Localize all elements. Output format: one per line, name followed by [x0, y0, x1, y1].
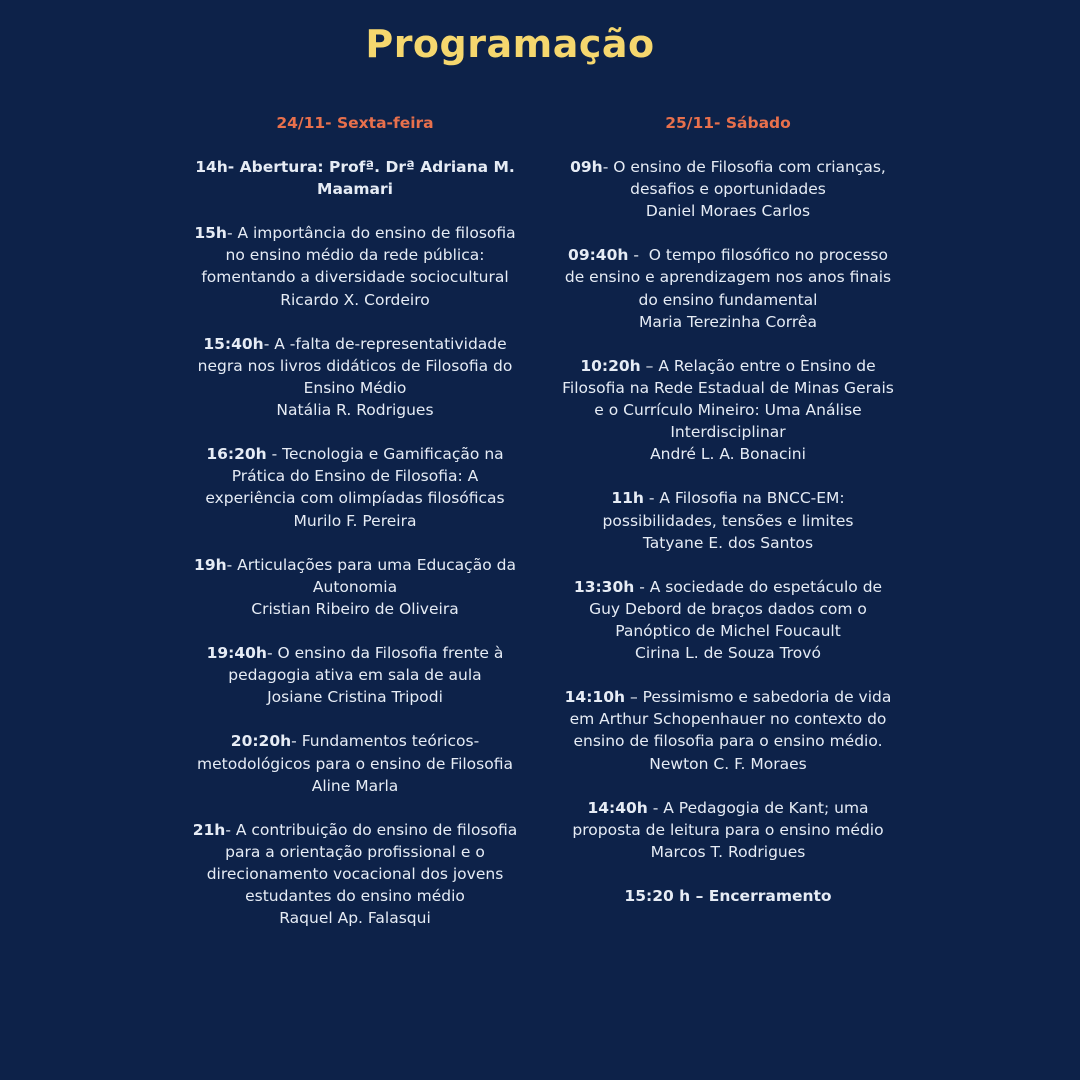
session-title: A -falta de-representatividade negra nos livros didáticos de Filosofia do Ensino Médio	[197, 334, 513, 397]
session-line	[190, 443, 520, 509]
schedule-item	[560, 487, 896, 553]
session-line	[560, 797, 896, 841]
time-separator: -	[226, 555, 238, 574]
session-time: 15:20 h	[624, 887, 691, 906]
session-line	[560, 355, 896, 443]
session-time: 19h	[194, 555, 227, 574]
day-header: 24/11- Sexta-feira	[276, 114, 434, 132]
time-separator: -	[647, 798, 664, 817]
session-title: A Filosofia na BNCC-EM: possibilidades, tensões e limites	[602, 489, 854, 530]
time-separator: -	[227, 158, 240, 176]
speaker-name: Cirina L. de Souza Trovó	[635, 644, 821, 663]
session-time: 16:20h	[206, 445, 267, 464]
time-separator: -	[634, 577, 650, 596]
page-title: Programação	[365, 22, 655, 66]
schedule-item	[560, 576, 896, 664]
session-line	[190, 333, 520, 399]
session-line	[560, 576, 896, 642]
time-separator: -	[225, 820, 236, 839]
session-line	[560, 885, 896, 907]
session-title: O ensino de Filosofia com crianças, desafios e oportunidades	[613, 158, 886, 199]
schedule-item	[190, 222, 520, 310]
session-time: 19:40h	[206, 644, 267, 663]
speaker-name: Marcos T. Rodrigues	[650, 842, 806, 861]
speaker-name: Ricardo X. Cordeiro	[280, 290, 430, 309]
time-separator: -	[643, 489, 660, 508]
schedule-item	[190, 819, 520, 929]
session-time: 14h	[195, 158, 228, 176]
time-separator: -	[602, 158, 614, 176]
schedule-item	[560, 244, 896, 332]
session-time: 09h	[570, 158, 603, 176]
schedule-item	[560, 686, 896, 774]
session-title: Abertura: Profª. Drª Adriana M. Maamari	[239, 158, 515, 199]
schedule-item	[560, 156, 896, 222]
speaker-name: Tatyane E. dos Santos	[642, 533, 814, 552]
speaker-name: Murilo F. Pereira	[293, 511, 417, 530]
speaker-name: Maria Terezinha Corrêa	[639, 312, 817, 331]
time-separator: -	[628, 246, 649, 265]
session-title: A sociedade do espetáculo de Guy Debord de braços dados com o Panóptico de Michel Foucault	[589, 577, 883, 640]
session-title: A Pedagogia de Kant; uma proposta de leitura para o ensino médio	[572, 798, 884, 839]
session-line	[190, 222, 520, 288]
session-time: 11h	[611, 489, 644, 508]
day-column-friday	[190, 112, 520, 951]
session-title: O tempo filosófico no processo de ensino e aprendizagem nos anos finais do ensino fundamental	[564, 246, 892, 309]
session-title: O ensino da Filosofia frente à pedagogia ativa em sala de aula	[228, 644, 504, 685]
session-line	[190, 642, 520, 686]
session-line	[560, 244, 896, 310]
session-time: 15:40h	[203, 334, 264, 353]
schedule-item	[560, 885, 896, 907]
session-time: 10:20h	[580, 356, 641, 375]
schedule-item	[560, 355, 896, 465]
schedule-item	[190, 730, 520, 796]
speaker-name: Raquel Ap. Falasqui	[279, 909, 431, 928]
speaker-name: Daniel Moraes Carlos	[645, 202, 811, 221]
session-line	[190, 156, 520, 200]
schedule-item	[560, 797, 896, 863]
time-separator: -	[266, 445, 283, 464]
session-title: A Relação entre o Ensino de Filosofia na Rede Estadual de Minas Gerais e o Currículo Mineiro: Uma Análise Interdisciplinar	[562, 356, 894, 442]
time-separator: -	[266, 644, 278, 663]
schedule-list	[560, 156, 896, 907]
time-separator: –	[640, 356, 659, 375]
session-line	[190, 819, 520, 907]
session-title: Fundamentos teóricos-metodológicos para o ensino de Filosofia	[197, 732, 513, 773]
time-separator: –	[625, 688, 643, 707]
session-time: 21h	[192, 820, 226, 839]
speaker-name: Newton C. F. Moraes	[649, 754, 807, 773]
schedule-item	[190, 642, 520, 708]
time-separator: -	[263, 334, 275, 353]
schedule-list	[190, 156, 520, 929]
speaker-name: Cristian Ribeiro de Oliveira	[251, 599, 459, 618]
session-line	[560, 487, 896, 531]
session-title: A contribuição do ensino de filosofia para a orientação profissional e o direcionamento vocacional dos jovens estudantes do ensino médio	[206, 820, 518, 906]
session-line	[560, 156, 896, 200]
schedule-item	[190, 554, 520, 620]
time-separator: -	[291, 732, 302, 751]
session-title: Pessimismo e sabedoria de vida em Arthur Schopenhauer no contexto do ensino de filosofia para o ensino médio.	[569, 688, 892, 751]
session-title: A importância do ensino de filosofia no ensino médio da rede pública: fomentando a diversidade sociocultural	[201, 224, 516, 287]
session-title: Articulações para uma Educação da Autonomia	[237, 555, 516, 596]
session-line	[190, 554, 520, 598]
speaker-name: André L. A. Bonacini	[650, 445, 806, 464]
session-line	[560, 686, 896, 752]
session-time: 14:40h	[587, 798, 648, 817]
schedule-item	[190, 443, 520, 531]
time-separator: –	[690, 887, 709, 906]
speaker-name: Aline Marla	[311, 776, 399, 795]
schedule-item	[190, 156, 520, 200]
session-time: 14:10h	[564, 688, 626, 707]
speaker-name: Natália R. Rodrigues	[276, 401, 434, 420]
day-column-saturday	[560, 112, 896, 929]
session-title: Tecnologia e Gamificação na Prática do Ensino de Filosofia: A experiência com olimpíadas filosóficas	[205, 445, 505, 508]
session-time: 09:40h	[568, 246, 629, 265]
session-time: 20:20h	[230, 732, 292, 751]
session-time: 15h	[194, 224, 227, 243]
session-time: 13:30h	[573, 577, 635, 596]
session-line	[190, 730, 520, 774]
time-separator: -	[226, 224, 238, 243]
session-title: Encerramento	[708, 887, 832, 906]
schedule-item	[190, 333, 520, 421]
day-header: 25/11- Sábado	[665, 114, 791, 132]
speaker-name: Josiane Cristina Tripodi	[267, 688, 443, 707]
